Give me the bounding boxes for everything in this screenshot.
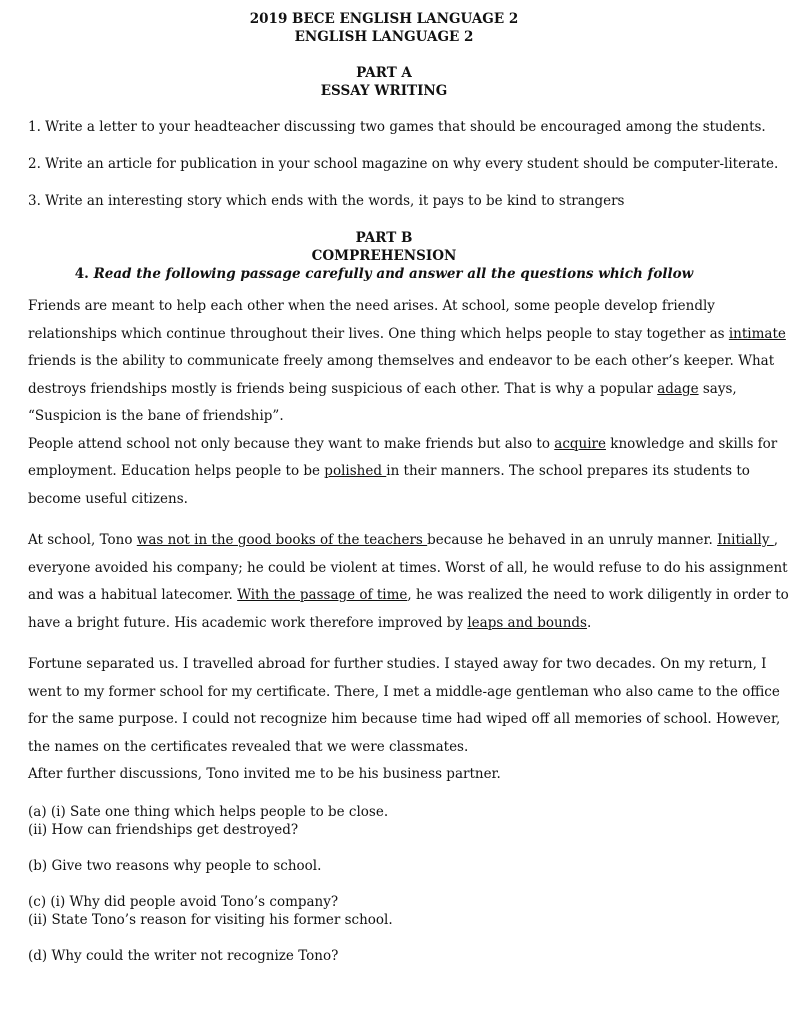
passage-line [28, 376, 740, 404]
passage-text: and was a habitual latecomer. [28, 587, 238, 603]
passage-text: have a bright future. His academic work therefore improved by [28, 614, 468, 631]
part-b-heading [28, 229, 740, 283]
passage-line: the names on the certificates revealed that we were classmates. [28, 738, 469, 755]
question-c-ii: (ii) State Tono’s reason for visiting his former school. [28, 911, 393, 928]
underlined-word-acquire: acquire [554, 435, 606, 452]
essay-questions [28, 118, 779, 211]
question-a-ii: (ii) How can friendships get destroyed? [28, 821, 299, 838]
passage-text: because he behaved in an unruly manner. [427, 532, 718, 548]
passage-paragraph-2 [28, 527, 789, 637]
passage-line: everyone avoided his company; he could be violent at times. Worst of all, he would refuse to do his assignment [28, 559, 788, 576]
part-b-label: PART B [355, 230, 413, 246]
passage-text: says, [698, 380, 737, 397]
question-group-d [28, 947, 740, 965]
passage-line: went to my former school for my certificate. There, I met a middle-age gentleman who also came to the office [28, 683, 780, 700]
passage-text: , [773, 532, 779, 548]
passage-line: for the same purpose. I could not recognize him because time had wiped off all memories of school. However, [28, 711, 781, 727]
comprehension-questions [28, 803, 740, 965]
comprehension-instruction [28, 265, 740, 283]
passage-text: employment. Education helps people to be [28, 463, 325, 479]
passage-text: destroys friendships mostly is friends being suspicious of each other. That is why a popular [28, 380, 658, 397]
essay-question-1: 1. Write a letter to your headteacher discussing two games that should be encouraged among the students. [28, 119, 766, 135]
underlined-word-polished: polished [324, 463, 387, 479]
underlined-phrase-leaps-and-bounds: leaps and bounds [467, 614, 587, 631]
document-header [28, 10, 740, 46]
underlined-word-adage: adage [657, 380, 699, 397]
passage-line [28, 321, 786, 349]
passage-paragraph-3 [28, 651, 781, 789]
question-b: (b) Give two reasons why people to school. [28, 857, 322, 874]
question-c-i: (c) (i) Why did people avoid Tono’s company? [28, 893, 339, 910]
part-b-section-title: COMPREHENSION [311, 248, 457, 264]
essay-question-3: 3. Write an interesting story which ends with the words, it pays to be kind to strangers [28, 193, 625, 209]
document-page [28, 10, 789, 983]
passage-line: friends is the ability to communicate freely among themselves and endeavor to be each other’s keeper. What [28, 353, 775, 369]
underlined-phrase-passage-of-time: With the passage of time [237, 587, 408, 603]
passage-line [28, 582, 789, 610]
passage-line [28, 431, 778, 459]
question-group-c [28, 893, 740, 929]
passage-text: At school, Tono [28, 532, 137, 548]
passage-text: knowledge and skills for [605, 435, 778, 452]
passage-line: become useful citizens. [28, 490, 188, 507]
underlined-phrase-good-books: was not in the good books of the teachers [136, 532, 428, 548]
part-a-label: PART A [356, 65, 412, 81]
passage-text: in their manners. The school prepares its students to [386, 463, 750, 479]
passage-line: Fortune separated us. I travelled abroad for further studies. I stayed away for two decades. On my return, I [28, 656, 767, 672]
passage-text: . [586, 614, 592, 631]
passage-line [28, 458, 750, 486]
document-subtitle: ENGLISH LANGUAGE 2 [294, 29, 474, 45]
essay-question-2: 2. Write an article for publication in your school magazine on why every student should be computer-literate. [28, 156, 779, 172]
passage-line [28, 527, 779, 555]
passage-line: Friends are meant to help each other when the need arises. At school, some people develop friendly [28, 298, 715, 314]
underlined-word-intimate: intimate [728, 325, 786, 342]
part-a-heading [28, 64, 740, 100]
passage-text: People attend school not only because they want to make friends but also to [28, 435, 555, 452]
passage-text: relationships which continue throughout their lives. One thing which helps people to stay together as [28, 325, 729, 342]
instruction-text: Read the following passage carefully and answer all the questions which follow [93, 266, 694, 282]
passage-line: After further discussions, Tono invited me to be his business partner. [28, 766, 501, 782]
underlined-word-initially: Initially [717, 532, 774, 548]
instruction-number: 4. [74, 266, 89, 282]
question-group-b [28, 857, 740, 875]
passage-text: , he was realized the need to work diligently in order to [407, 587, 789, 603]
passage-paragraph-1 [28, 293, 786, 513]
passage-line: “Suspicion is the bane of friendship”. [28, 408, 284, 424]
question-d: (d) Why could the writer not recognize Tono? [28, 947, 339, 964]
question-a-i: (a) (i) Sate one thing which helps people to be close. [28, 803, 389, 820]
part-a-section-title: ESSAY WRITING [320, 83, 448, 99]
passage-line [28, 610, 740, 638]
question-group-a [28, 803, 740, 839]
document-title: 2019 BECE ENGLISH LANGUAGE 2 [249, 11, 519, 27]
